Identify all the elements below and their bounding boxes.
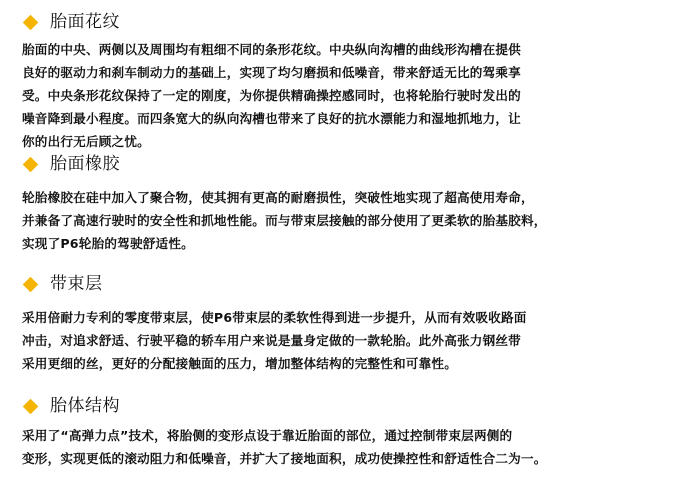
section-title: 胎面花纹 xyxy=(50,12,120,32)
body-line: 良好的驱动力和刹车制动力的基础上，实现了均匀磨损和低噪音，带来舒适无比的驾乘享 xyxy=(22,65,521,80)
section-body xyxy=(22,186,674,255)
diamond-bullet-icon xyxy=(23,398,39,414)
section-title: 胎面橡胶 xyxy=(50,154,120,174)
body-line: 变形，实现更低的滚动阻力和低噪音，并扩大了接地面积，成功使操控性和舒适性合二为一。 xyxy=(22,451,547,466)
body-line: 实现了P6轮胎的驾驶舒适性。 xyxy=(22,236,194,251)
body-line: 冲击，对追求舒适、行驶平稳的轿车用户来说是量身定做的一款轮胎。此外高张力钢丝带 xyxy=(22,333,521,348)
body-line: 采用倍耐力专利的零度带束层，使P6带束层的柔软性得到进一步提升，从而有效吸收路面 xyxy=(22,310,527,325)
body-line: 胎面的中央、两侧以及周围均有粗细不同的条形花纹。中央纵向沟槽的曲线形沟槽在提供 xyxy=(22,42,521,57)
section-body xyxy=(22,306,674,375)
diamond-bullet-icon xyxy=(23,14,39,30)
section-title: 胎体结构 xyxy=(50,396,120,416)
body-line: 受。中央条形花纹保持了一定的刚度，为你提供精确操控感同时，也将轮胎行驶时发出的 xyxy=(22,88,521,103)
section-heading xyxy=(22,272,103,296)
diamond-bullet-icon xyxy=(23,156,39,172)
section-heading xyxy=(22,394,120,418)
section-title: 带束层 xyxy=(50,274,103,294)
section-heading xyxy=(22,152,120,176)
body-line: 轮胎橡胶在硅中加入了聚合物，使其拥有更高的耐磨损性，突破性地实现了超高使用寿命， xyxy=(22,190,534,205)
body-line: 并兼备了高速行驶时的安全性和抓地性能。而与带束层接触的部分使用了更柔软的胎基胶料， xyxy=(22,213,547,228)
body-line: 采用了“高弹力点”技术，将胎侧的变形点设于靠近胎面的部位，通过控制带束层两侧的 xyxy=(22,428,513,443)
section-body xyxy=(22,38,674,153)
body-line: 你的出行无后顾之忧。 xyxy=(22,134,150,149)
section-body xyxy=(22,424,674,470)
body-line: 采用更细的丝，更好的分配接触面的压力，增加整体结构的完整性和可靠性。 xyxy=(22,356,457,371)
diamond-bullet-icon xyxy=(23,276,39,292)
body-line: 噪音降到最小程度。而四条宽大的纵向沟槽也带来了良好的抗水漂能力和湿地抓地力，让 xyxy=(22,111,521,126)
section-heading xyxy=(22,10,120,34)
